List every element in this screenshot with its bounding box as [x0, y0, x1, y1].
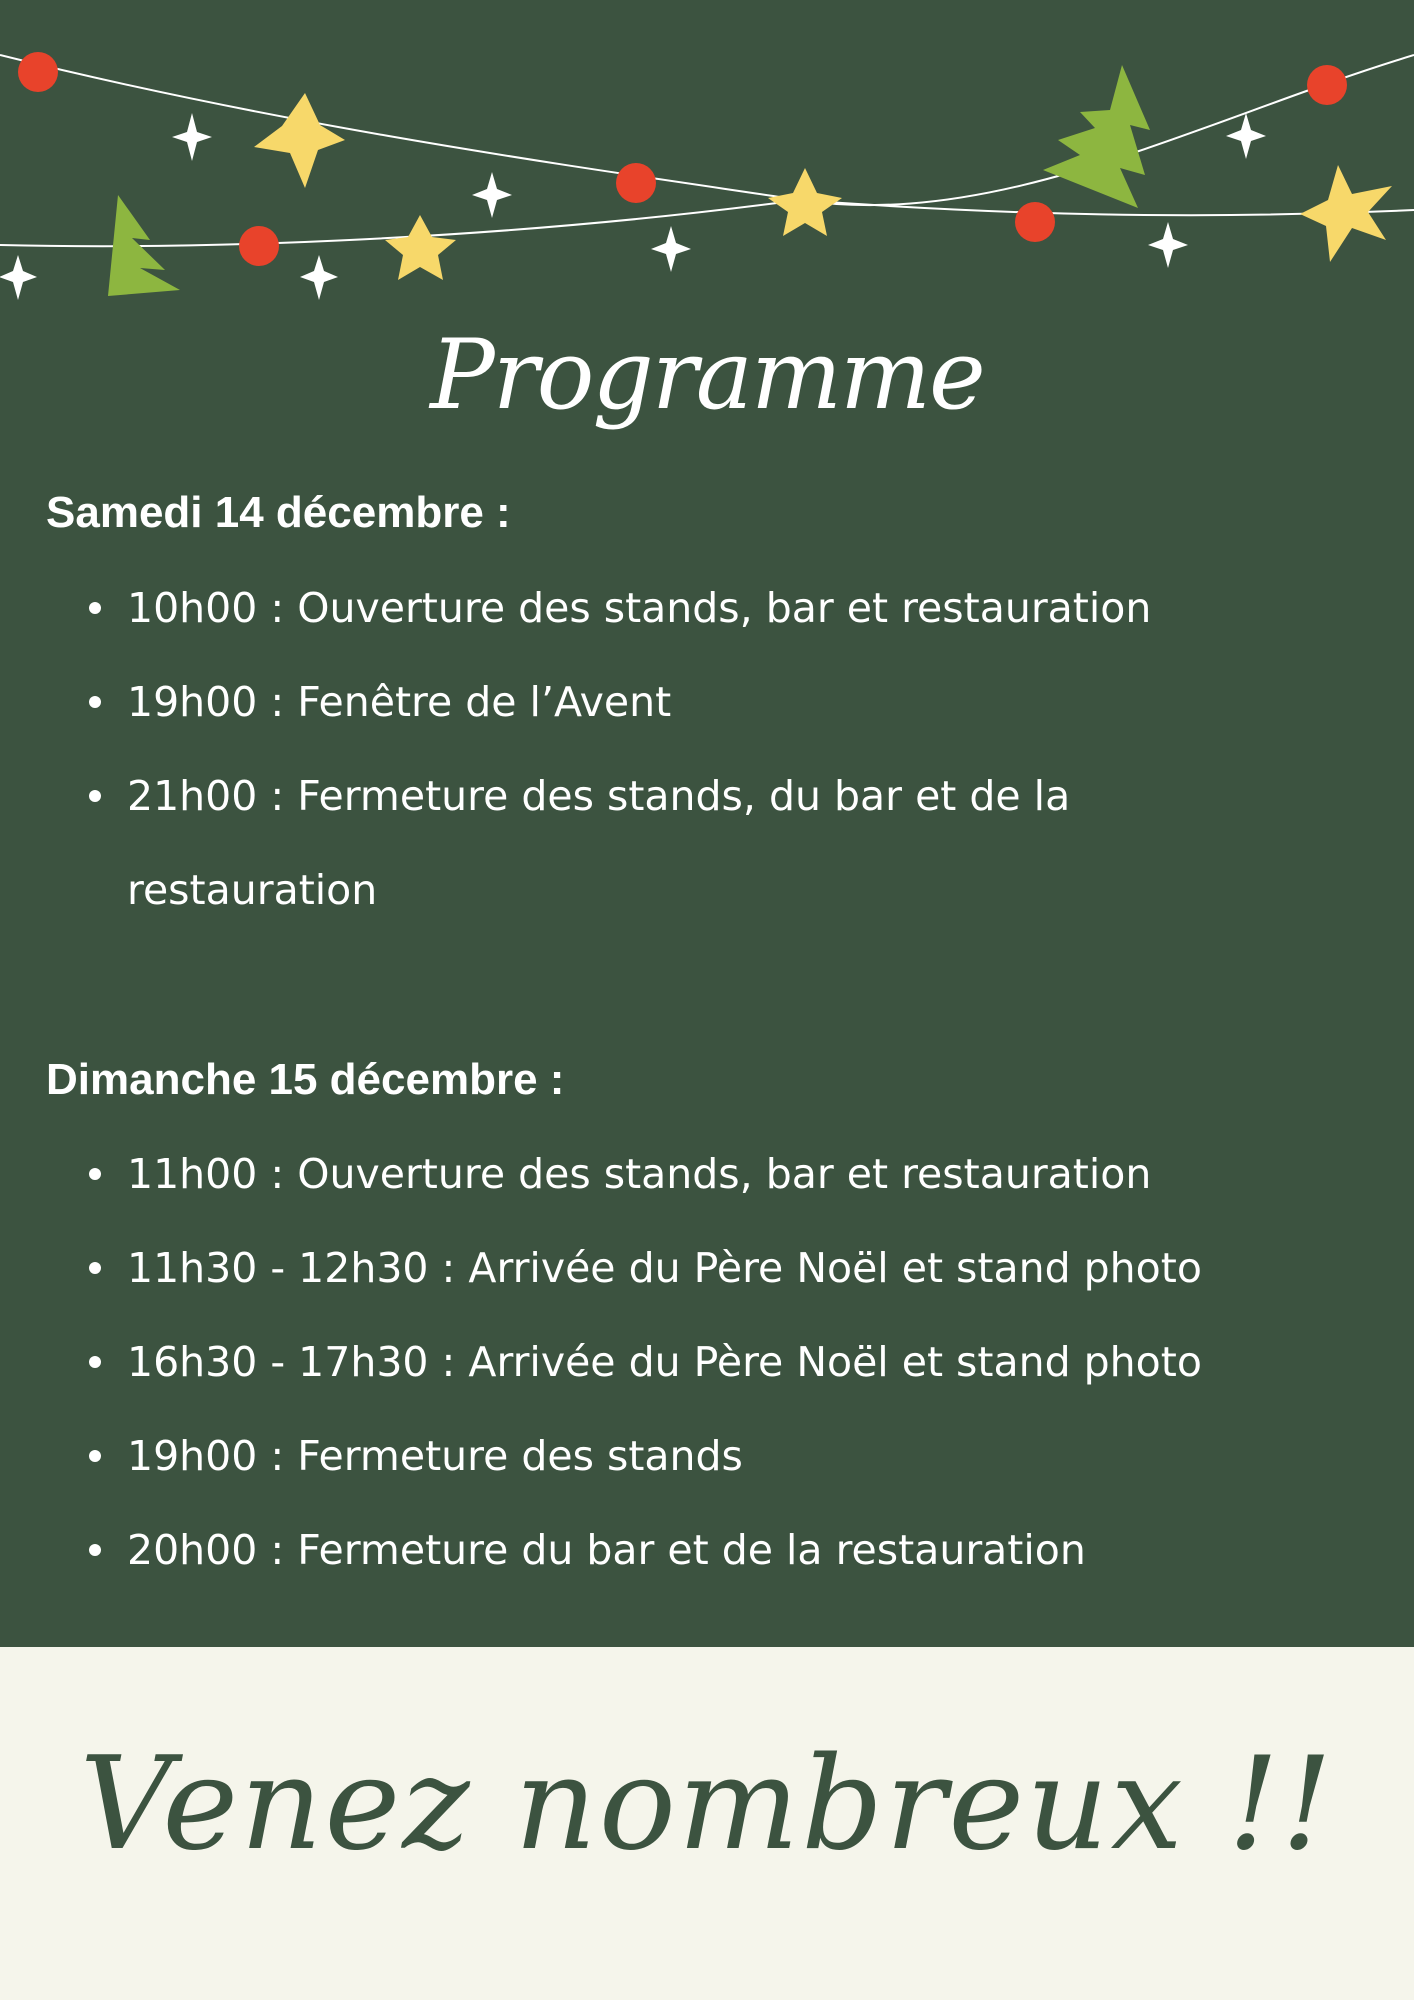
list-item: 21h00 : Fermeture des stands, du bar et de la restauration	[127, 749, 1247, 937]
red-ball-icon	[1015, 202, 1055, 242]
list-item: 11h30 - 12h30 : Arrivée du Père Noël et stand photo	[127, 1221, 1387, 1315]
list-item: 19h00 : Fenêtre de l’Avent	[127, 655, 1347, 749]
garland-decoration	[0, 0, 1414, 320]
garland-string	[0, 55, 1414, 205]
yellow-star-icon	[1300, 165, 1392, 262]
red-ball-icon	[1307, 65, 1347, 105]
sunday-schedule	[127, 1127, 1387, 1597]
list-item: 11h00 : Ouverture des stands, bar et restauration	[127, 1127, 1387, 1221]
red-ball-icon	[616, 163, 656, 203]
page-title: Programme	[430, 319, 984, 431]
saturday-heading: Samedi 14 décembre :	[46, 488, 511, 537]
list-item: 16h30 - 17h30 : Arrivée du Père Noël et stand photo	[127, 1315, 1387, 1409]
sunday-heading: Dimanche 15 décembre :	[46, 1055, 565, 1104]
garland-string	[0, 200, 1414, 246]
red-ball-icon	[18, 52, 58, 92]
list-item: 20h00 : Fermeture du bar et de la restauration	[127, 1503, 1387, 1597]
red-ball-icon	[239, 226, 279, 266]
saturday-schedule	[127, 561, 1347, 937]
white-sparkle-icon	[0, 255, 37, 300]
list-item: 19h00 : Fermeture des stands	[127, 1409, 1387, 1503]
white-sparkle-icon	[472, 172, 512, 218]
yellow-star-icon	[254, 93, 345, 188]
list-item: 10h00 : Ouverture des stands, bar et restauration	[127, 561, 1347, 655]
green-tree-icon	[1043, 65, 1150, 208]
yellow-star-icon	[385, 215, 456, 280]
white-sparkle-icon	[1226, 113, 1266, 159]
white-sparkle-icon	[1148, 222, 1188, 268]
white-sparkle-icon	[172, 113, 212, 161]
white-sparkle-icon	[651, 226, 691, 272]
white-sparkle-icon	[300, 255, 338, 300]
closing-message: Venez nombreux !!	[79, 1730, 1335, 1879]
yellow-star-icon	[768, 168, 842, 236]
